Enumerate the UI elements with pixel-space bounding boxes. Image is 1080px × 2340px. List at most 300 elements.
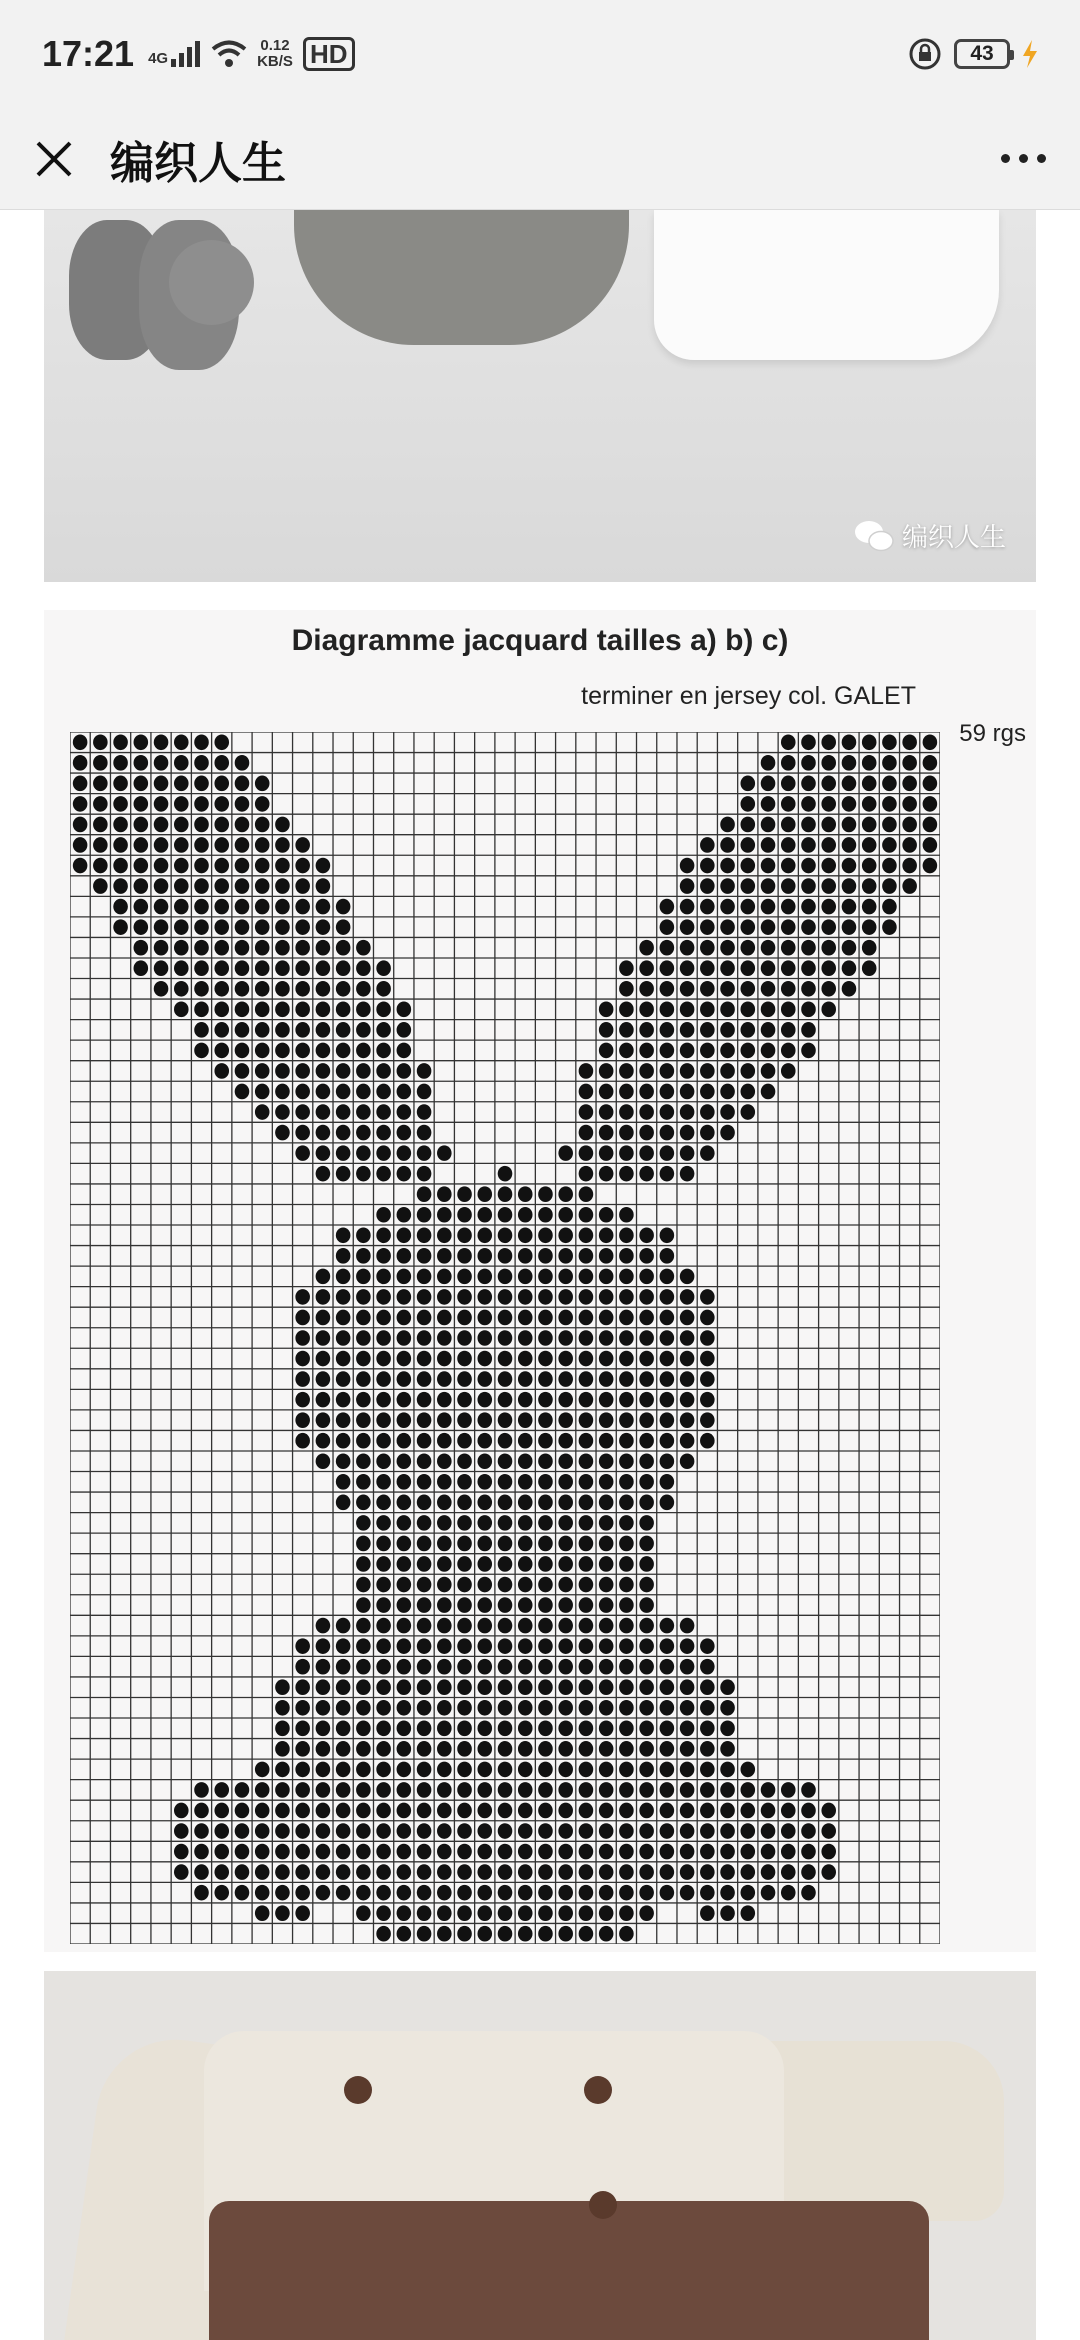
motif-dot [498,1392,513,1408]
motif-dot [680,1002,695,1018]
motif-dot [437,1762,452,1778]
motif-dot [336,1659,351,1675]
sweater-button [589,2191,617,2219]
motif-dot [457,1289,472,1305]
motif-dot [700,1741,715,1757]
motif-dot [538,1864,553,1880]
sweater-button [344,2076,372,2104]
motif-dot [376,1412,391,1428]
motif-dot [214,919,229,935]
motif-dot [902,776,917,792]
motif-dot [902,755,917,771]
motif-dot [498,1207,513,1223]
motif-dot [660,1084,675,1100]
motif-dot [680,1618,695,1634]
motif-dot [194,878,209,894]
motif-dot [376,1536,391,1552]
motif-dot [174,899,189,915]
motif-dot [821,981,836,997]
motif-dot [639,1762,654,1778]
motif-dot [417,1063,432,1079]
motif-dot [356,1474,371,1490]
motif-dot [741,1844,756,1860]
motif-dot [113,858,128,874]
motif-dot [336,1043,351,1059]
motif-dot [356,1864,371,1880]
motif-dot [397,1125,412,1141]
page-title: 编织人生 [110,138,286,188]
motif-dot [579,1597,594,1613]
motif-dot [518,1720,533,1736]
motif-dot [599,1022,614,1038]
motif-dot [639,1495,654,1511]
motif-dot [518,1392,533,1408]
motif-dot [376,1207,391,1223]
motif-dot [579,1433,594,1449]
motif-dot [477,1351,492,1367]
motif-dot [741,981,756,997]
motif-dot [558,1597,573,1613]
motif-dot [639,1433,654,1449]
motif-dot [579,1453,594,1469]
motif-dot [295,960,310,976]
motif-dot [498,1618,513,1634]
motif-dot [437,1474,452,1490]
motif-dot [781,837,796,853]
motif-dot [558,1145,573,1161]
motif-dot [680,1762,695,1778]
motif-dot [255,1782,270,1798]
motif-dot [781,899,796,915]
motif-dot [660,1125,675,1141]
motif-dot [356,1330,371,1346]
motif-dot [761,1803,776,1819]
motif-dot [275,1762,290,1778]
motif-dot [376,1741,391,1757]
more-button[interactable] [1001,154,1046,163]
motif-dot [336,1741,351,1757]
motif-dot [174,776,189,792]
motif-dot [660,1679,675,1695]
motif-dot [397,1022,412,1038]
motif-dot [741,1864,756,1880]
motif-dot [498,1412,513,1428]
motif-dot [397,1515,412,1531]
motif-dot [397,1248,412,1264]
motif-dot [336,1145,351,1161]
motif-dot [316,1371,331,1387]
motif-dot [639,1679,654,1695]
motif-dot [518,1371,533,1387]
motif-dot [417,1310,432,1326]
motif-dot [680,1125,695,1141]
motif-dot [134,878,149,894]
knitting-grid [70,732,940,1944]
motif-dot [477,1782,492,1798]
motif-dot [376,1166,391,1182]
motif-dot [214,1885,229,1901]
motif-dot [720,1679,735,1695]
motif-dot [680,919,695,935]
motif-dot [862,755,877,771]
motif-dot [275,837,290,853]
motif-dot [336,1638,351,1654]
motif-dot [255,1762,270,1778]
motif-dot [680,1371,695,1387]
motif-dot [518,1905,533,1921]
motif-dot [558,1330,573,1346]
motif-dot [376,1474,391,1490]
motif-dot [599,1392,614,1408]
motif-dot [498,1453,513,1469]
motif-dot [761,796,776,812]
motif-dot [477,1720,492,1736]
motif-dot [579,1084,594,1100]
motif-dot [214,981,229,997]
motif-dot [781,981,796,997]
motif-dot [356,1351,371,1367]
motif-dot [376,1762,391,1778]
motif-dot [599,1659,614,1675]
motif-dot [498,1762,513,1778]
motif-dot [316,899,331,915]
motif-dot [801,1043,816,1059]
motif-dot [477,1844,492,1860]
motif-dot [255,858,270,874]
motif-dot [356,1720,371,1736]
motif-dot [781,940,796,956]
motif-dot [538,1207,553,1223]
motif-dot [558,1700,573,1716]
motif-dot [660,1495,675,1511]
motif-dot [599,1741,614,1757]
motif-dot [761,858,776,874]
motif-dot [437,1515,452,1531]
motif-dot [498,1720,513,1736]
motif-dot [417,1926,432,1942]
motif-dot [579,1720,594,1736]
motif-dot [599,1310,614,1326]
motif-dot [882,734,897,750]
motif-dot [720,1823,735,1839]
close-button[interactable] [24,129,84,189]
motif-dot [882,817,897,833]
motif-dot [214,817,229,833]
motif-dot [842,878,857,894]
motif-dot [720,1063,735,1079]
motif-dot [275,1104,290,1120]
motif-dot [113,837,128,853]
motif-dot [882,858,897,874]
motif-dot [295,1125,310,1141]
motif-dot [558,1269,573,1285]
motif-dot [498,1310,513,1326]
motif-dot [437,1269,452,1285]
motif-dot [700,1844,715,1860]
motif-dot [579,1556,594,1572]
motif-dot [255,1063,270,1079]
motif-dot [579,1289,594,1305]
motif-dot [295,1659,310,1675]
motif-dot [660,1844,675,1860]
motif-dot [619,1926,634,1942]
motif-dot [376,1063,391,1079]
motif-dot [417,1741,432,1757]
motif-dot [558,1248,573,1264]
motif-dot [923,837,938,853]
motif-dot [477,1227,492,1243]
motif-dot [741,1002,756,1018]
motif-dot [720,1782,735,1798]
motif-dot [660,1351,675,1367]
motif-dot [457,1844,472,1860]
motif-dot [134,899,149,915]
motif-dot [113,755,128,771]
motif-dot [295,1720,310,1736]
motif-dot [336,940,351,956]
motif-dot [558,1720,573,1736]
motif-dot [579,1638,594,1654]
motif-dot [255,1823,270,1839]
motif-dot [619,1659,634,1675]
motif-dot [781,1002,796,1018]
motif-dot [821,1002,836,1018]
motif-dot [214,878,229,894]
motif-dot [356,1371,371,1387]
motif-dot [437,1823,452,1839]
motif-dot [336,1002,351,1018]
motif-dot [761,1864,776,1880]
motif-dot [437,1844,452,1860]
motif-dot [518,1597,533,1613]
motif-dot [558,1803,573,1819]
motif-dot [457,1433,472,1449]
motif-dot [599,1043,614,1059]
motif-dot [457,1741,472,1757]
white-bodysuit [654,210,999,360]
motif-dot [154,755,169,771]
motif-dot [498,1864,513,1880]
motif-dot [761,1063,776,1079]
motif-dot [417,1330,432,1346]
motif-dot [457,1659,472,1675]
motif-dot [397,1679,412,1695]
motif-dot [154,817,169,833]
motif-dot [235,796,250,812]
motif-dot [761,1782,776,1798]
motif-dot [599,1618,614,1634]
motif-dot [680,1433,695,1449]
motif-dot [477,1700,492,1716]
motif-dot [518,1433,533,1449]
motif-dot [457,1392,472,1408]
motif-dot [477,1577,492,1593]
motif-dot [397,1618,412,1634]
motif-dot [518,1269,533,1285]
jacquard-diagram [44,610,1036,1952]
motif-dot [538,1289,553,1305]
motif-dot [316,1063,331,1079]
motif-dot [558,1782,573,1798]
motif-dot [700,1803,715,1819]
motif-dot [619,1597,634,1613]
motif-dot [498,1926,513,1942]
motif-dot [660,1289,675,1305]
motif-dot [680,1885,695,1901]
motif-dot [437,1495,452,1511]
motif-dot [235,940,250,956]
motif-dot [558,1556,573,1572]
motif-dot [518,1823,533,1839]
motif-dot [741,1885,756,1901]
motif-dot [376,1104,391,1120]
motif-dot [275,1823,290,1839]
motif-dot [255,1803,270,1819]
motif-dot [397,1043,412,1059]
motif-dot [275,858,290,874]
motif-dot [376,1556,391,1572]
motif-dot [437,1330,452,1346]
motif-dot [660,1474,675,1490]
motif-dot [599,1330,614,1346]
status-time: 17:21 [42,33,135,74]
motif-dot [397,1002,412,1018]
motif-dot [235,1803,250,1819]
motif-dot [538,1577,553,1593]
motif-dot [397,1412,412,1428]
motif-dot [397,1453,412,1469]
motif-dot [477,1679,492,1695]
motif-dot [660,1043,675,1059]
motif-dot [639,1556,654,1572]
motif-dot [194,796,209,812]
motif-dot [599,1125,614,1141]
motif-dot [275,1125,290,1141]
motif-dot [579,1926,594,1942]
motif-dot [93,755,108,771]
motif-dot [477,1864,492,1880]
motif-dot [660,1330,675,1346]
motif-dot [619,1063,634,1079]
motif-dot [579,1844,594,1860]
motif-dot [902,837,917,853]
motif-dot [295,1823,310,1839]
motif-dot [700,1433,715,1449]
motif-dot [336,1885,351,1901]
motif-dot [194,960,209,976]
motif-dot [255,796,270,812]
motif-dot [275,1885,290,1901]
motif-dot [700,878,715,894]
motif-dot [376,1002,391,1018]
motif-dot [558,1515,573,1531]
motif-dot [397,1269,412,1285]
motif-dot [275,1864,290,1880]
motif-dot [741,1063,756,1079]
wifi-icon [211,40,247,68]
motif-dot [417,1166,432,1182]
motif-dot [599,1638,614,1654]
motif-dot [538,1905,553,1921]
motif-dot [538,1186,553,1202]
knitted-sweater-photo [44,1971,1036,2340]
motif-dot [397,1474,412,1490]
motif-dot [842,837,857,853]
motif-dot [700,1043,715,1059]
motif-dot [498,1638,513,1654]
motif-dot [558,1392,573,1408]
motif-dot [720,1002,735,1018]
motif-dot [862,817,877,833]
motif-dot [356,1022,371,1038]
motif-dot [417,1207,432,1223]
motif-dot [174,940,189,956]
motif-dot [599,1433,614,1449]
motif-dot [761,1844,776,1860]
motif-dot [882,878,897,894]
motif-dot [336,1823,351,1839]
motif-dot [680,1022,695,1038]
motif-dot [498,1679,513,1695]
motif-dot [194,858,209,874]
motif-dot [457,1762,472,1778]
motif-dot [457,1186,472,1202]
motif-dot [619,1433,634,1449]
motif-dot [235,1043,250,1059]
motif-dot [295,1310,310,1326]
motif-dot [214,1844,229,1860]
motif-dot [295,1885,310,1901]
motif-dot [397,1351,412,1367]
motif-dot [214,1002,229,1018]
motif-dot [134,755,149,771]
close-icon [34,139,74,179]
motif-dot [336,1371,351,1387]
motif-dot [235,1782,250,1798]
motif-dot [660,1392,675,1408]
motif-dot [821,858,836,874]
wechat-icon [854,519,894,553]
motif-dot [842,817,857,833]
article-content[interactable] [0,210,1080,2340]
motif-dot [154,919,169,935]
motif-dot [680,858,695,874]
motif-dot [356,1844,371,1860]
motif-dot [660,1371,675,1387]
motif-dot [498,1269,513,1285]
motif-dot [882,796,897,812]
motif-dot [93,796,108,812]
motif-dot [660,1864,675,1880]
motif-dot [660,1022,675,1038]
motif-dot [397,1720,412,1736]
motif-dot [680,1392,695,1408]
motif-dot [518,1885,533,1901]
motif-dot [700,1289,715,1305]
motif-dot [417,1618,432,1634]
motif-dot [255,919,270,935]
motif-dot [477,1597,492,1613]
motif-dot [579,1679,594,1695]
motif-dot [700,1720,715,1736]
motif-dot [761,755,776,771]
motif-dot [194,899,209,915]
motif-dot [397,1597,412,1613]
motif-dot [316,1618,331,1634]
motif-dot [437,1289,452,1305]
motif-dot [498,1433,513,1449]
motif-dot [720,981,735,997]
